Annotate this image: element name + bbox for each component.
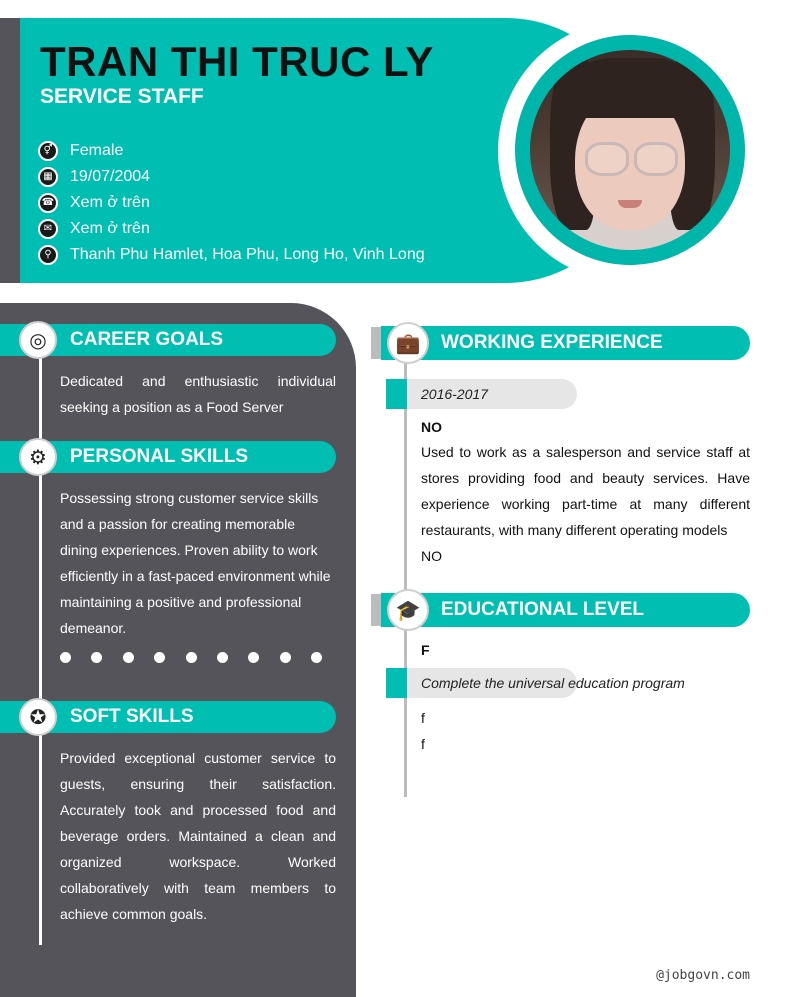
rating-dot <box>217 652 228 663</box>
rating-dot <box>248 652 259 663</box>
graduation-cap-icon: 🎓 <box>387 589 429 631</box>
experience-tab <box>371 327 381 359</box>
career-goals-title: CAREER GOALS <box>70 329 224 350</box>
rating-dot <box>280 652 291 663</box>
period-accent <box>386 379 408 409</box>
gender-text: Female <box>70 142 124 159</box>
left-timeline-line <box>39 325 42 945</box>
soft-skills-title: SOFT SKILLS <box>70 706 194 727</box>
award-icon: ✪ <box>19 698 57 736</box>
rating-dot <box>60 652 71 663</box>
rating-dot <box>91 652 102 663</box>
candidate-name: TRAN THI TRUC LY <box>40 38 434 85</box>
info-row-birthday <box>38 164 425 190</box>
rating-dot <box>311 652 322 663</box>
education-line-1: f <box>421 710 425 726</box>
location-icon: ⚲ <box>38 245 58 265</box>
info-row-gender <box>38 138 425 164</box>
target-icon: ◎ <box>19 321 57 359</box>
info-row-address <box>38 242 425 268</box>
birthday-text: 19/07/2004 <box>70 168 151 185</box>
career-goals-text: Dedicated and enthusiastic individual seeking a position as a Food Server <box>60 373 336 415</box>
experience-position: NO <box>421 548 442 564</box>
personal-skills-text: Possessing strong customer service skills and a passion for creating memorable dining experiences. Proven ability to work efficiently in a fast-paced environment while maintaining a positive and professional demeanor. <box>60 490 331 636</box>
skill-rating-dots <box>60 652 322 663</box>
email-text: Xem ở trên <box>70 220 150 237</box>
profile-photo <box>530 50 730 250</box>
calendar-icon: ▦ <box>38 167 58 187</box>
rating-dot <box>123 652 134 663</box>
address-text: Thanh Phu Hamlet, Hoa Phu, Long Ho, Vinh Long <box>70 246 425 263</box>
phone-text: Xem ở trên <box>70 194 150 211</box>
info-row-phone <box>38 190 425 216</box>
personal-skills-title: PERSONAL SKILLS <box>70 446 249 467</box>
gender-icon: ⚥ <box>38 141 58 161</box>
experience-period: 2016-2017 <box>407 379 577 409</box>
briefcase-icon: 💼 <box>387 322 429 364</box>
working-experience-title: WORKING EXPERIENCE <box>441 332 663 353</box>
email-icon: ✉ <box>38 219 58 239</box>
rating-dot <box>154 652 165 663</box>
educational-level-title: EDUCATIONAL LEVEL <box>441 599 645 620</box>
education-school: F <box>421 642 430 658</box>
personal-info-list <box>38 138 425 268</box>
program-accent <box>386 668 408 698</box>
education-program: Complete the universal education program <box>407 668 577 698</box>
footer-watermark: @jobgovn.com <box>656 968 750 983</box>
rating-dot <box>186 652 197 663</box>
phone-icon: ☎ <box>38 193 58 213</box>
experience-company: NO <box>421 419 442 435</box>
gear-icon: ⚙ <box>19 438 57 476</box>
candidate-role: SERVICE STAFF <box>40 85 204 108</box>
soft-skills-text: Provided exceptional customer service to guests, ensuring their satisfaction. Accurately took and processed food and beverage orders. Maintained a clean and organized workspace. Worked collaboratively with team members to achieve common goals. <box>60 750 336 922</box>
experience-description: Used to work as a salesperson and service staff at stores providing food and beauty services. Have experience working part-time at many different restaurants, with many different operating models <box>421 444 750 538</box>
header-side-strip <box>0 18 20 283</box>
right-timeline-line <box>404 345 407 797</box>
education-line-2: f <box>421 736 425 752</box>
education-tab <box>371 594 381 626</box>
info-row-email <box>38 216 425 242</box>
